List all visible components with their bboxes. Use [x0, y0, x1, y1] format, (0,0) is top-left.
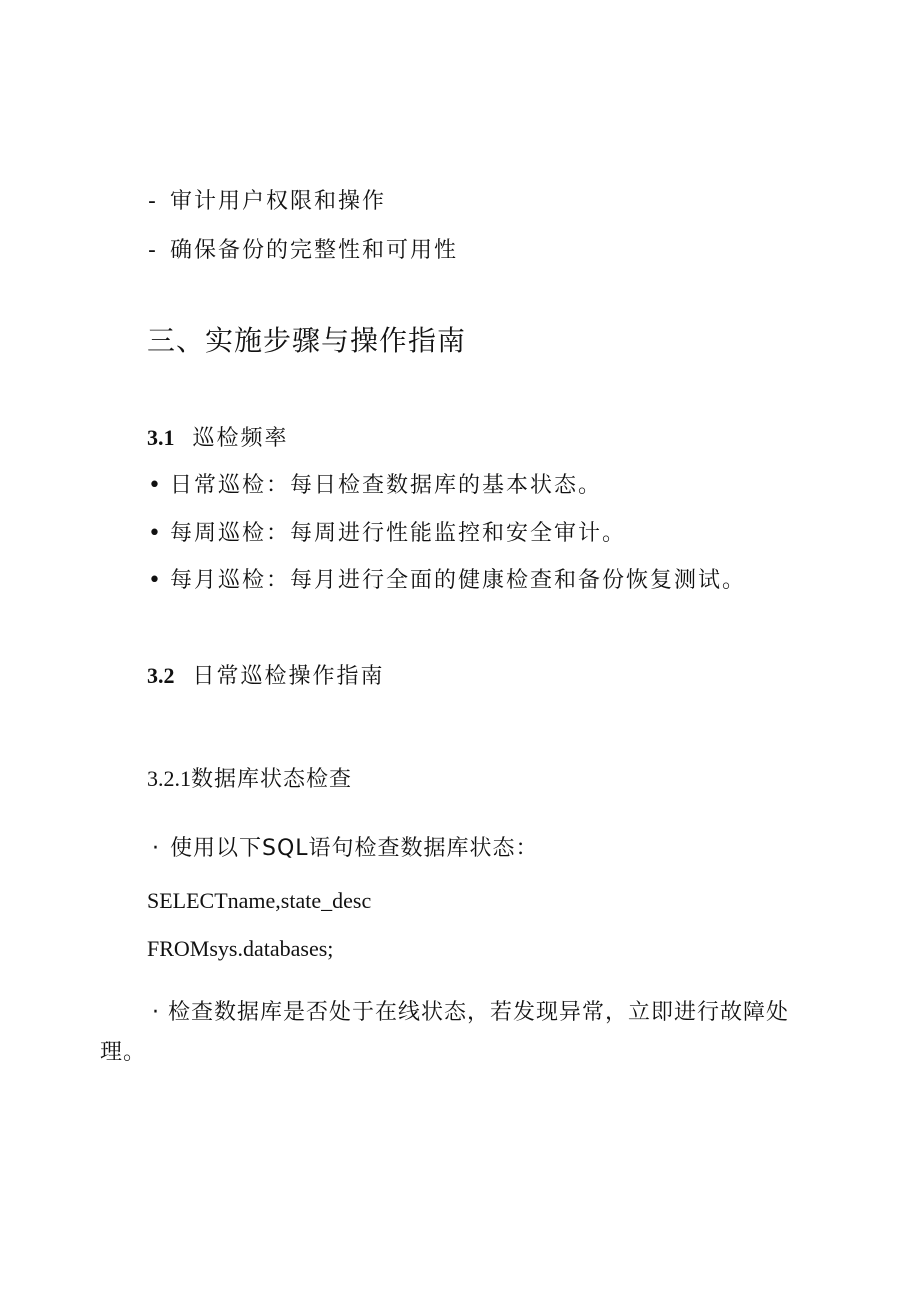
subsubsection-title: 数据库状态检查 [191, 767, 353, 792]
list-item-text: 确保备份的完整性和可用性 [170, 238, 459, 263]
list-item-text: 每周巡检：每周进行性能监控和安全审计。 [170, 521, 627, 546]
subsection-title: 巡检频率 [192, 426, 289, 451]
list-item-text: 每月巡检：每月进行全面的健康检查和备份恢复测试。 [170, 568, 747, 593]
sql-code-line: SELECTname,state_desc [147, 888, 372, 913]
list-item [148, 566, 746, 596]
subsubsection-heading [147, 764, 352, 795]
subsection-heading [147, 423, 289, 454]
subsection-number: 3.2 [147, 663, 175, 688]
subsection-number: 3.1 [147, 425, 175, 450]
dash-marker: - [148, 189, 158, 214]
subsubsection-number: 3.2.1 [147, 766, 191, 791]
list-item [148, 519, 626, 549]
paragraph [100, 993, 810, 1073]
instruction-line [152, 834, 539, 864]
bullet-marker: · [152, 1000, 160, 1025]
sql-code-line: FROMsys.databases; [147, 936, 334, 961]
list-item [148, 187, 386, 217]
section-heading: 三、实施步骤与操作指南 [147, 324, 467, 357]
paragraph-text: 检查数据库是否处于在线状态，若发现异常，立即进行故障处理。 [100, 1000, 790, 1065]
list-item [148, 471, 602, 501]
list-item-text: 日常巡检：每日检查数据库的基本状态。 [170, 473, 603, 498]
bullet-marker: · [152, 836, 160, 861]
subsection-heading [147, 661, 385, 692]
dash-marker: - [148, 238, 158, 263]
instruction-text: 使用以下SQL语句检查数据库状态： [170, 836, 539, 861]
list-item-text: 审计用户权限和操作 [170, 189, 387, 214]
list-item [148, 236, 458, 266]
bullet-marker: • [148, 473, 163, 498]
bullet-marker: • [148, 521, 163, 546]
bullet-marker: • [148, 568, 163, 593]
subsection-title: 日常巡检操作指南 [192, 664, 385, 689]
